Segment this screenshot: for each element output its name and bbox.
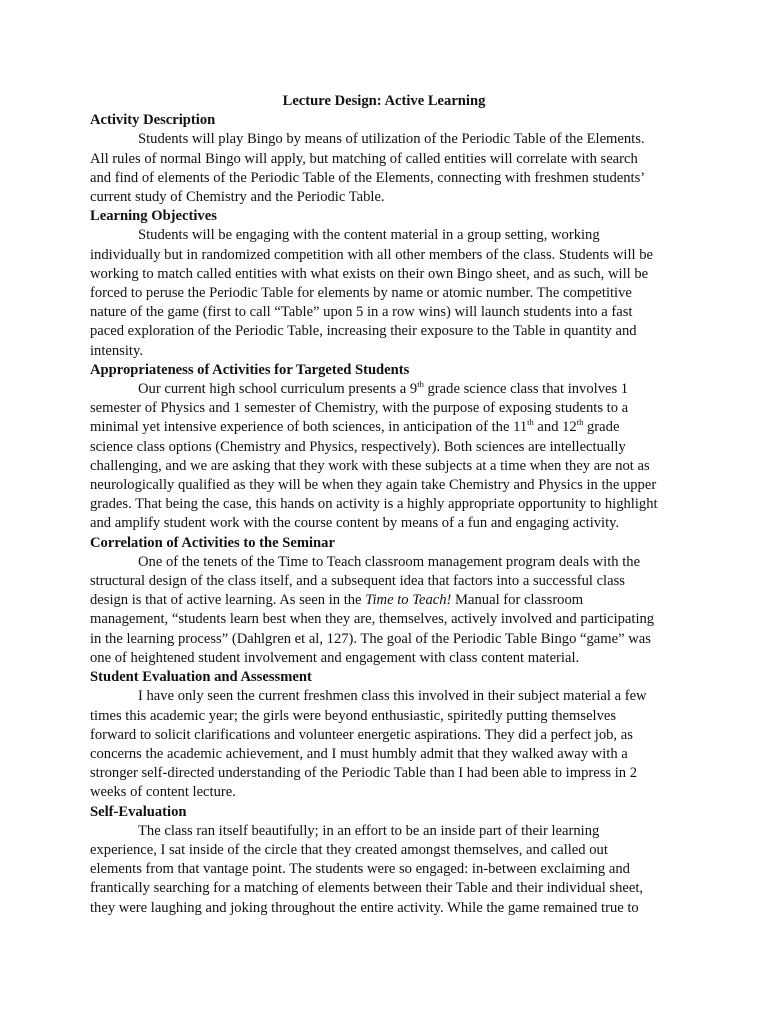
section-heading: Learning Objectives <box>90 208 217 225</box>
text-line: and find of elements of the Periodic Table of the Elements, connecting with freshmen students’ <box>90 169 646 186</box>
section-appropriateness <box>90 361 678 534</box>
text-line: Students will play Bingo by means of utilization of the Periodic Table of the Elements. <box>138 131 645 148</box>
text-line: experience, I sat inside of the circle that they created amongst themselves, and called out <box>90 841 608 858</box>
text-line: in the learning process” (Dahlgren et al, 127). The goal of the Periodic Table Bingo “game” was <box>90 630 651 647</box>
text-fragment: grade science class that involves 1 <box>423 381 629 398</box>
section-student-evaluation <box>90 668 678 802</box>
text-line: One of the tenets of the Time to Teach classroom management program deals with the <box>138 553 641 570</box>
text-line: they were laughing and joking throughout the entire activity. While the game remained true to <box>90 899 639 916</box>
text-line: All rules of normal Bingo will apply, but matching of called entities will correlate with search <box>90 150 638 167</box>
text-line: stronger self-directed understanding of the Periodic Table than I had been able to impress in 2 <box>90 765 638 782</box>
superscript: th <box>576 417 584 428</box>
section-heading: Correlation of Activities to the Seminar <box>90 534 335 551</box>
section-paragraph <box>90 130 678 207</box>
text-line: forced to peruse the Periodic Table for elements by name or atomic number. The competitive <box>90 285 632 302</box>
text-line: one of heightened student involvement and engagement with class content material. <box>90 649 580 666</box>
text-line: science class options (Chemistry and Physics, respectively). Both sciences are intellectually <box>90 438 626 455</box>
text-line: challenging, and we are asking that they work with these subjects at a time when they are not as <box>90 457 650 474</box>
text-line: forward to solicit clarifications and volunteer energetic aspirations. They did a perfect job, as <box>90 726 633 743</box>
text-line: individually but in randomized competition with all other members of the class. Students will be <box>90 246 653 263</box>
text-line <box>90 418 678 437</box>
section-activity-description <box>90 111 678 207</box>
text-line: frantically searching for a matching of elements between their Table and their individual sheet, <box>90 880 644 897</box>
section-paragraph <box>90 553 678 668</box>
text-fragment: design is that of active learning. As seen in the <box>90 592 366 609</box>
section-paragraph <box>90 380 678 534</box>
text-line: I have only seen the current freshmen class this involved in their subject material a few <box>138 688 647 705</box>
document-title: Lecture Design: Active Learning <box>282 93 486 109</box>
text-line: Students will be engaging with the content material in a group setting, working <box>138 227 600 244</box>
text-fragment: grade <box>583 419 620 436</box>
section-heading: Self-Evaluation <box>90 803 187 820</box>
text-fragment: Our current high school curriculum presents a 9 <box>138 381 418 398</box>
text-line: semester of Physics and 1 semester of Chemistry, with the purpose of exposing students to a <box>90 400 629 417</box>
section-paragraph <box>90 822 678 918</box>
text-line: weeks of content lecture. <box>90 784 236 801</box>
superscript: th <box>527 417 534 428</box>
text-line: intensity. <box>90 342 143 359</box>
section-learning-objectives <box>90 207 678 361</box>
section-heading: Activity Description <box>90 112 216 129</box>
text-line: management, “students learn best when they are, themselves, actively involved and participating <box>90 611 655 628</box>
text-fragment: minimal yet intensive experience of both sciences, in anticipation of the 11 <box>90 419 528 436</box>
text-line: nature of the game (first to call “Table” upon 5 in a row wins) will launch students into a fast <box>90 304 633 321</box>
text-line: paced exploration of the Periodic Table, increasing their exposure to the Table in quantity and <box>90 323 637 340</box>
text-line: grades. That being the case, this hands on activity is a highly appropriate opportunity to highlight <box>90 496 658 513</box>
section-correlation-seminar <box>90 534 678 668</box>
text-fragment: and 12 <box>533 419 577 436</box>
text-line: working to match called entities with what exists on their own Bingo sheet, and as such, will be <box>90 265 649 282</box>
section-heading: Student Evaluation and Assessment <box>90 669 312 686</box>
section-heading: Appropriateness of Activities for Targeted Students <box>90 361 410 378</box>
italic-title: Time to Teach! <box>365 592 452 609</box>
text-line: concerns the academic achievement, and I must humbly admit that they walked away with a <box>90 745 628 762</box>
text-line: structural design of the class itself, and a subsequent idea that factors into a successful class <box>90 573 625 590</box>
section-self-evaluation <box>90 803 678 918</box>
text-line: times this academic year; the girls were beyond enthusiastic, spiritedly putting themselves <box>90 707 617 724</box>
text-line <box>90 380 678 399</box>
text-line: neurologically qualified as they will be when they again take Chemistry and Physics in the upper <box>90 477 657 494</box>
text-fragment: Manual for classroom <box>451 592 584 609</box>
text-line: current study of Chemistry and the Periodic Table. <box>90 189 385 206</box>
text-line: elements from that vantage point. The students were so engaged: in-between exclaiming and <box>90 861 630 878</box>
superscript: th <box>417 379 424 390</box>
text-line: and amplify student work with the course content by means of a fun and engaging activity. <box>90 515 620 532</box>
section-paragraph <box>90 226 678 360</box>
section-paragraph <box>90 687 678 802</box>
text-line: The class ran itself beautifully; in an effort to be an inside part of their learning <box>138 822 600 839</box>
text-line <box>90 591 678 610</box>
